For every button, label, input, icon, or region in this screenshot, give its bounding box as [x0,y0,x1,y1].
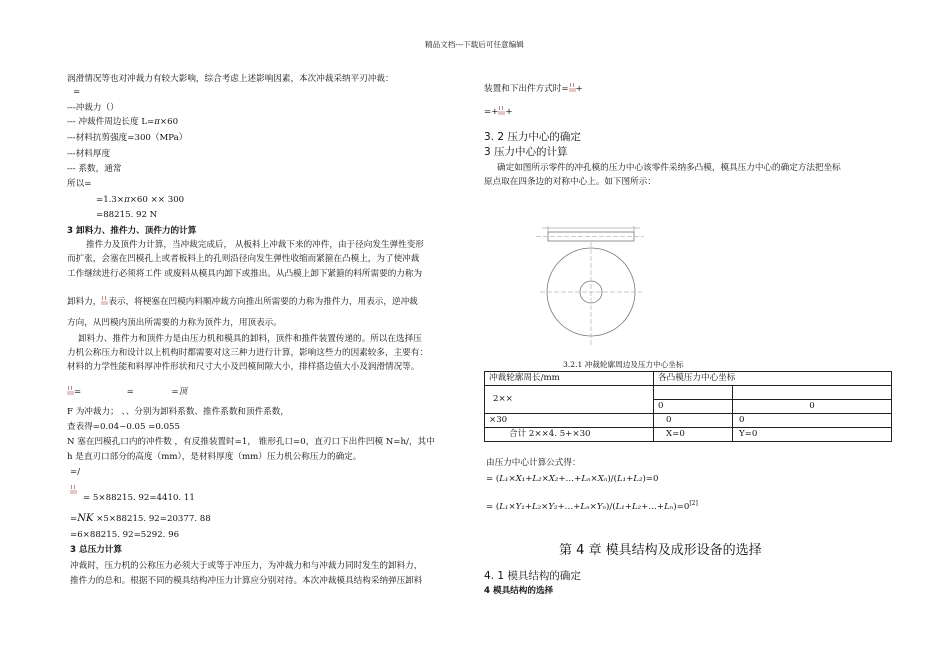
paragraph-line: 装置和下出件方式时= + [484,84,583,94]
table-cell: 0 [654,400,733,414]
paragraph-line: 润滑情况等也对冲裁力有较大影响，综合考虑上述影响因素，本次冲裁采纳平刃冲裁： [67,74,394,84]
definition-line: ---材料抗剪强度=300（MPa） [67,133,188,143]
reference-mark: [2] [689,500,698,507]
definition-line: ---冲裁力（） [67,103,119,113]
table-cell: ×30 [485,414,654,428]
paragraph-line: N 塞在凹模孔口内的冲件数 ，有反推装置时=1， 锥形孔口=0，直刃口下出件凹模 N=h/，其中 [67,437,435,447]
section-heading: 3 总压力计算 [70,545,122,555]
paragraph-line: 原点取在四条边的对称中心上。如下图所示： [484,177,656,187]
paragraph-line: 查表得=0.04~0.05 =0.055 [67,422,180,432]
paragraph-line: 卸料力、推件力和顶件力是由压力机和模具的卸料，顶件和推件装置传递的。所以在选择压 [78,334,422,344]
definition-line: --- 冲裁件周边长度 L=π×60 [67,117,179,127]
section-heading: 3 卸料力、推件力、顶件力的计算 [67,226,197,236]
table-cell: X=0 [654,428,733,442]
chapter-title: 第 4 章 模具结构及成形设备的选择 [559,543,762,558]
formula-icon [569,82,576,93]
section-heading: 3 压力中心的计算 [484,146,568,158]
paragraph-line: 推件力的总和。根据不同的模具结构冲压力计算应分别对待。本次冲裁模具结构采纳弹压卸料 [70,576,423,586]
paragraph-line: 推件力及顶件力计算，当冲裁完成后， 从板料上冲裁下来的冲件，由于径向发生弹性变形 [86,240,424,250]
table-cell: 0 [654,414,733,428]
calc-result: =6×88215. 92=5292. 96 [70,530,180,540]
table-cell: Y=0 [733,428,892,442]
paragraph-line: 材料的力学性能和料厚冲件形状和尺寸大小及凹模间隙大小，排样搭边值大小及润滑情况等。 [67,362,420,372]
page-header: 精品文档---下载后可任意编辑 [425,40,524,49]
section-heading: 4. 1 模具结构的确定 [484,570,581,582]
calc-line: =1.3×π×60 ×× 300 [96,195,185,205]
paragraph-line: 所以= [67,179,92,189]
calc-result: =NK ×5×88215. 92=20377. 88 [70,513,211,524]
table-header: 各凸模压力中心坐标 [654,372,892,386]
definition-line: --- 系数，通常 [67,164,122,174]
calc-result: = 5×88215. 92=4410. 11 [83,493,195,503]
paragraph-line: 确定如图所示零件的冲孔模的压力中心该零件采纳多凸模，模具压力中心的确定方法把坐标 [497,163,841,173]
section-heading: 4 模具结构的选择 [484,586,554,596]
table-cell: 0 [733,414,892,428]
formula-row: = = =顶 [67,385,187,398]
formula-y: = (L₁×Y₁+L₂×Y₂+…+Lₙ×Yₙ)/(L₁+L₂+…+Lₙ)=0[2] [486,500,698,512]
section-heading: 3. 2 压力中心的确定 [484,131,581,143]
paragraph-line: 由压力中心计算公式得： [486,458,581,468]
table-header: 冲裁轮廓周长/mm [485,372,654,386]
formula-x: = (L₁×X₁+L₂×X₂+…+Lₙ×Xₙ)/(L₁+L₂)=0 [486,474,659,484]
table-cell: 合计 2××4. 5+×30 [485,428,654,442]
equation-line: = [73,87,81,97]
coordinate-table [484,371,892,442]
disk-drawing [534,224,646,352]
calc-result: =88215. 92 N [96,210,158,220]
table-cell: 2×× [485,386,654,414]
formula-icon [67,385,74,396]
figure-caption: 3.2.1 冲裁轮廓周边及压力中心坐标 [563,360,684,369]
equation-line: =+ + [484,107,513,117]
paragraph-line: 工作继续进行必须将工件 或废料从模具内卸下或推出。从凸模上卸下紧箍的料所需要的力称为 [67,269,423,279]
paragraph-line: h 是直刃口部分的高度（mm），是材料厚度（mm）压力机公称压力的确定。 [67,452,362,462]
formula-icon [70,484,77,497]
paragraph-line: 方向，从凹模内顶出所需要的力称为顶件力，用顶表示。 [67,318,282,328]
paragraph-line: F 为冲裁力； 、、分别为卸料系数、推件系数和顶件系数， [67,407,289,417]
table-cell: 0 [733,400,892,414]
equation-line: =/ [70,467,81,477]
paragraph-line: 而扩张，会塞在凹模孔上或者板料上的孔则沿径向发生弹性收缩而紧箍在凸模上，为了使冲裁 [67,254,420,264]
paragraph-line: 力机公称压力和设计以上机构时都需要对这三种力进行计算，影响这些力的因素较多，主要有： [67,348,428,358]
formula-icon [101,295,108,306]
paragraph-line: 卸料力， 表示，将梗塞在凹模内料顺冲裁方向推出所需要的力称为推件力，用表示，逆冲裁 [67,297,418,307]
definition-line: ---材料厚度 [67,149,111,159]
paragraph-line: 冲裁时，压力机的公称压力必须大于或等于冲压力，为冲裁力和与冲裁力同时发生的卸料力， [70,561,423,571]
formula-icon [498,105,505,116]
